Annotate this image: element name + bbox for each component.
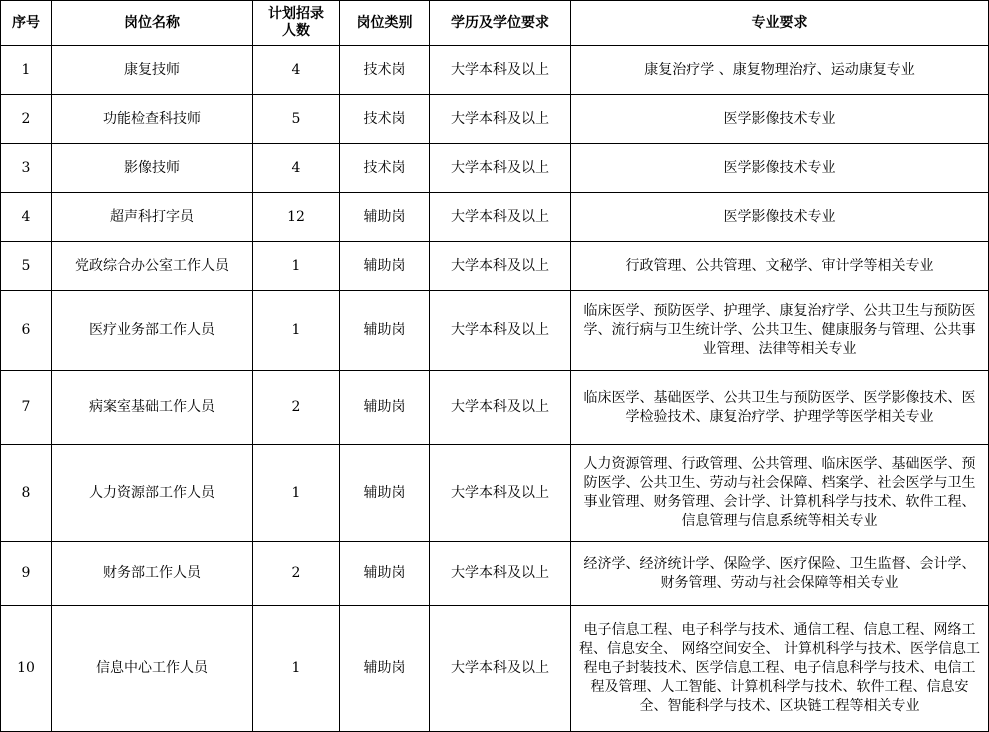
cell-position: 病案室基础工作人员 — [52, 371, 253, 445]
cell-count: 4 — [253, 46, 340, 95]
cell-count: 5 — [253, 95, 340, 144]
cell-major: 康复治疗学 、康复物理治疗、运动康复专业 — [571, 46, 989, 95]
cell-category: 辅助岗 — [340, 542, 430, 606]
cell-major: 临床医学、预防医学、护理学、康复治疗学、公共卫生与预防医学、流行病与卫生统计学、公共卫生、健康服务与管理、公共事业管理、法律等相关专业 — [571, 291, 989, 371]
cell-education: 大学本科及以上 — [430, 291, 571, 371]
cell-major: 医学影像技术专业 — [571, 95, 989, 144]
cell-category: 辅助岗 — [340, 445, 430, 542]
header-seq: 序号 — [1, 1, 52, 46]
cell-position: 党政综合办公室工作人员 — [52, 242, 253, 291]
cell-count: 1 — [253, 606, 340, 732]
cell-education: 大学本科及以上 — [430, 46, 571, 95]
cell-category: 辅助岗 — [340, 193, 430, 242]
cell-category: 技术岗 — [340, 46, 430, 95]
table-row — [1, 371, 989, 445]
cell-major: 医学影像技术专业 — [571, 144, 989, 193]
cell-seq: 3 — [1, 144, 52, 193]
cell-major: 行政管理、公共管理、文秘学、审计学等相关专业 — [571, 242, 989, 291]
cell-education: 大学本科及以上 — [430, 144, 571, 193]
cell-seq: 8 — [1, 445, 52, 542]
cell-seq: 4 — [1, 193, 52, 242]
cell-count: 1 — [253, 445, 340, 542]
cell-seq: 1 — [1, 46, 52, 95]
header-count — [253, 1, 340, 46]
cell-education: 大学本科及以上 — [430, 95, 571, 144]
cell-education: 大学本科及以上 — [430, 371, 571, 445]
cell-category: 技术岗 — [340, 144, 430, 193]
table-row — [1, 242, 989, 291]
table-row — [1, 46, 989, 95]
cell-education: 大学本科及以上 — [430, 542, 571, 606]
cell-category: 辅助岗 — [340, 606, 430, 732]
header-count-line2: 人数 — [282, 23, 310, 39]
cell-seq: 10 — [1, 606, 52, 732]
cell-major: 医学影像技术专业 — [571, 193, 989, 242]
cell-major: 临床医学、基础医学、公共卫生与预防医学、医学影像技术、医学检验技术、康复治疗学、护理学等医学相关专业 — [571, 371, 989, 445]
cell-position: 医疗业务部工作人员 — [52, 291, 253, 371]
cell-position: 康复技师 — [52, 46, 253, 95]
table-row — [1, 291, 989, 371]
cell-major: 经济学、经济统计学、保险学、医疗保险、卫生监督、会计学、财务管理、劳动与社会保障等相关专业 — [571, 542, 989, 606]
cell-seq: 6 — [1, 291, 52, 371]
cell-count: 2 — [253, 542, 340, 606]
cell-education: 大学本科及以上 — [430, 445, 571, 542]
cell-position: 人力资源部工作人员 — [52, 445, 253, 542]
cell-category: 辅助岗 — [340, 291, 430, 371]
table-row — [1, 144, 989, 193]
cell-count: 4 — [253, 144, 340, 193]
header-row — [1, 1, 989, 46]
cell-count: 1 — [253, 242, 340, 291]
cell-count: 12 — [253, 193, 340, 242]
cell-seq: 9 — [1, 542, 52, 606]
cell-position: 影像技师 — [52, 144, 253, 193]
cell-count: 2 — [253, 371, 340, 445]
cell-count: 1 — [253, 291, 340, 371]
cell-seq: 5 — [1, 242, 52, 291]
cell-position: 信息中心工作人员 — [52, 606, 253, 732]
cell-category: 辅助岗 — [340, 371, 430, 445]
table-row — [1, 542, 989, 606]
cell-major: 人力资源管理、行政管理、公共管理、临床医学、基础医学、预防医学、公共卫生、劳动与社会保障、档案学、社会医学与卫生事业管理、财务管理、会计学、计算机科学与技术、软件工程、信息管理与信息系统等相关专业 — [571, 445, 989, 542]
cell-seq: 7 — [1, 371, 52, 445]
table-row — [1, 606, 989, 732]
table-row — [1, 193, 989, 242]
cell-position: 财务部工作人员 — [52, 542, 253, 606]
cell-education: 大学本科及以上 — [430, 606, 571, 732]
header-education: 学历及学位要求 — [430, 1, 571, 46]
cell-position: 超声科打字员 — [52, 193, 253, 242]
header-count-line1: 计划招录 — [268, 6, 324, 22]
header-category: 岗位类别 — [340, 1, 430, 46]
header-major: 专业要求 — [571, 1, 989, 46]
table-row — [1, 95, 989, 144]
cell-education: 大学本科及以上 — [430, 193, 571, 242]
cell-category: 技术岗 — [340, 95, 430, 144]
header-position: 岗位名称 — [52, 1, 253, 46]
cell-major: 电子信息工程、电子科学与技术、通信工程、信息工程、网络工程、信息安全、 网络空间安全、 计算机科学与技术、医学信息工程电子封装技术、医学信息工程、电子信息科学与技术、电信工程及管理、人工智能、计算机科学与技术、软件工程、信息安全、智能科学与技术、区块链工程等相关专业 — [571, 606, 989, 732]
cell-category: 辅助岗 — [340, 242, 430, 291]
cell-education: 大学本科及以上 — [430, 242, 571, 291]
cell-position: 功能检查科技师 — [52, 95, 253, 144]
cell-seq: 2 — [1, 95, 52, 144]
table-row — [1, 445, 989, 542]
